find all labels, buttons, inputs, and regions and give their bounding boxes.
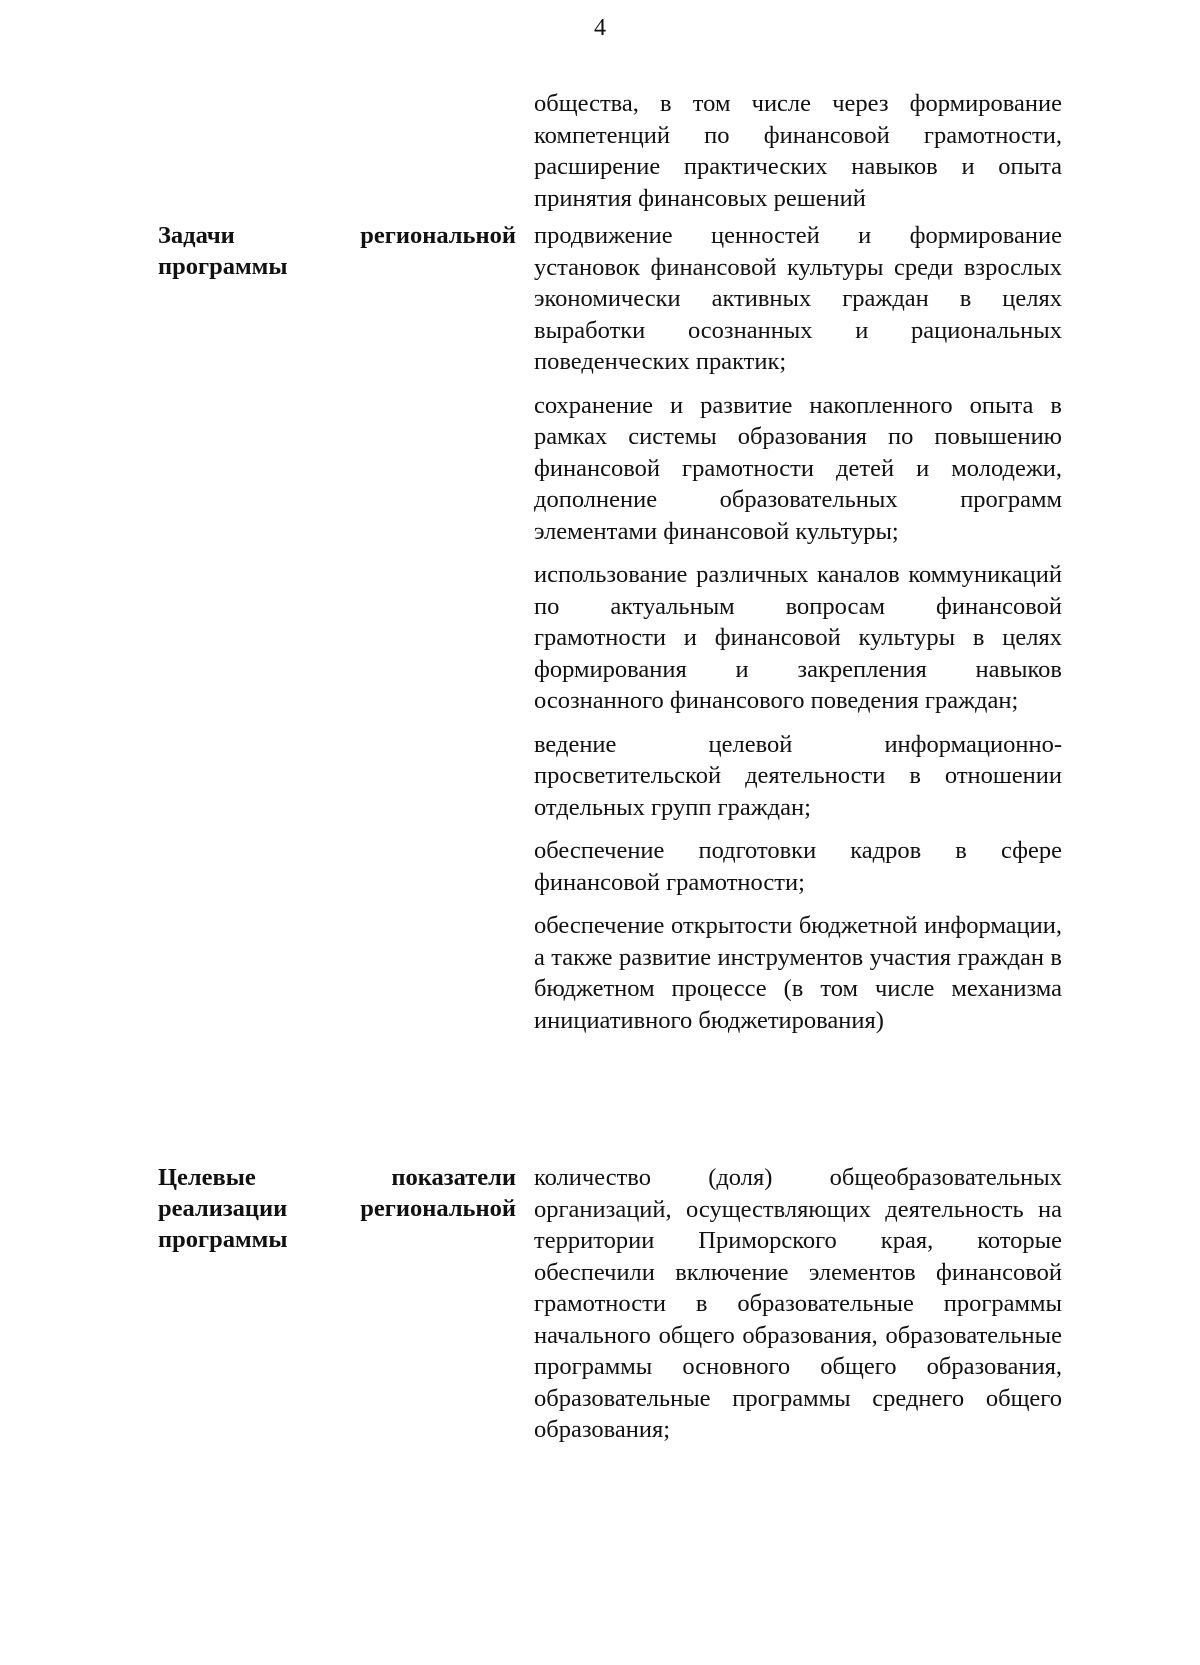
page-number: 4 — [594, 15, 606, 41]
indicators-label-line: программы — [158, 1226, 288, 1253]
tasks-label-line: программы — [158, 253, 288, 280]
indicators-label — [158, 1162, 516, 1255]
indicators-content — [534, 1162, 1062, 1458]
task-item: использование различных каналов коммуникаций по актуальным вопросам финансовой грамотности и финансовой культуры в целях формирования и закрепления навыков осознанного финансового поведения граждан; — [534, 561, 1062, 714]
tasks-label-line: Задачи региональной — [158, 222, 516, 249]
tasks-label — [158, 220, 516, 282]
task-item: ведение целевой информационно-просветительской деятельности в отношении отдельных групп граждан; — [534, 730, 1062, 821]
task-item: обеспечение подготовки кадров в сфере финансовой грамотности; — [534, 837, 1062, 896]
indicators-label-line: реализации региональной — [158, 1195, 516, 1222]
intro-paragraph: общества, в том числе через формирование компетенций по финансовой грамотности, расширение практических навыков и опыта принятия финансовых решений — [534, 90, 1062, 212]
indicator-item: количество (доля) общеобразовательных организаций, осуществляющих деятельность на территории Приморского края, которые обеспечили включение элементов финансовой грамотности в образовательные программы начального общего образования, образовательные программы основного общего образования, образовательные программы среднего общего образования; — [534, 1164, 1062, 1443]
indicators-label-line: Целевые показатели — [158, 1164, 516, 1191]
intro-content — [534, 88, 1062, 226]
task-item: обеспечение открытости бюджетной информации, а также развитие инструментов участия граждан в бюджетном процессе (в том числе механизма инициативного бюджетирования) — [534, 912, 1062, 1034]
task-item: сохранение и развитие накопленного опыта в рамках системы образования по повышению финансовой грамотности детей и молодежи, дополнение образовательных программ элементами финансовой культуры; — [534, 391, 1062, 545]
task-item: продвижение ценностей и формирование установок финансовой культуры среди взрослых экономически активных граждан в целях выработки осознанных и рациональных поведенческих практик; — [534, 222, 1062, 375]
tasks-content — [534, 220, 1062, 1048]
